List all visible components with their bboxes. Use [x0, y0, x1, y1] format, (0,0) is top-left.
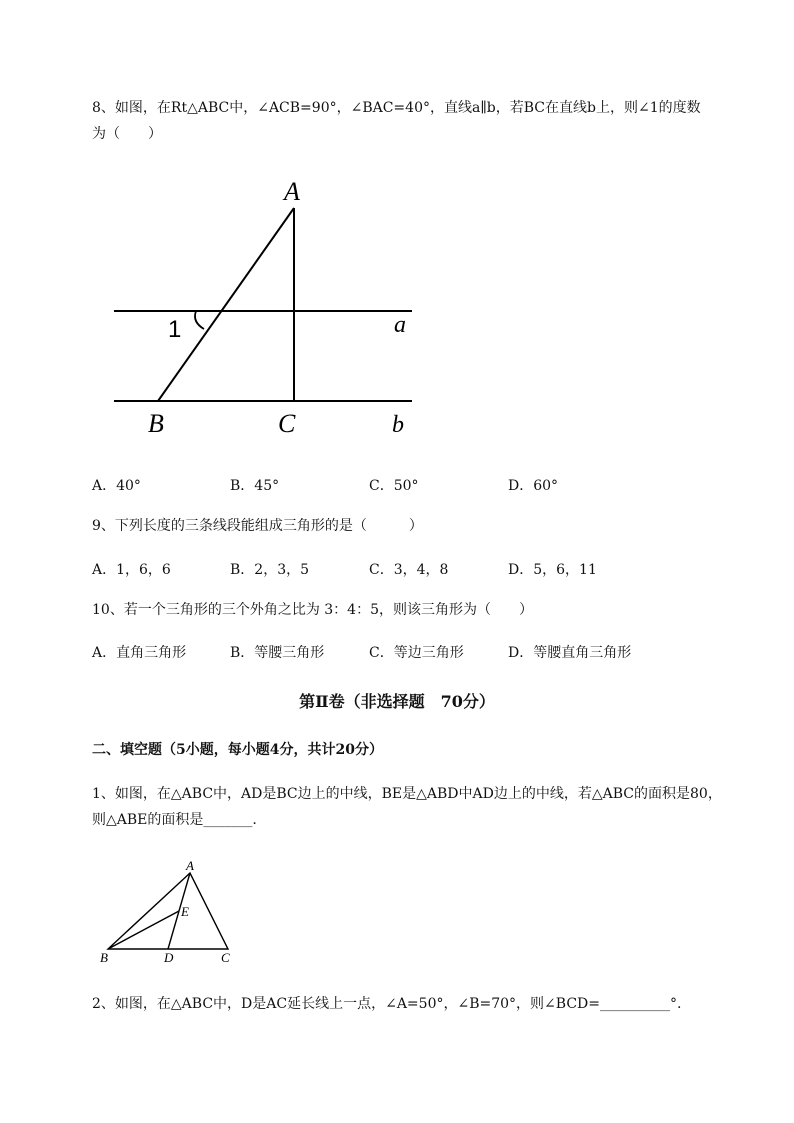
- fill2-text: 2、如图，在△ABC中，D是AC延长线上一点，∠A=50°，∠B=70°，则∠BCD=__________°.: [92, 996, 682, 1012]
- label-angle-1: 1: [168, 316, 182, 343]
- label-B: B: [148, 409, 164, 438]
- q8-option-c: C．50°: [369, 478, 419, 494]
- triangle-abc: [108, 873, 228, 949]
- q10-option-a: A．直角三角形: [92, 645, 187, 661]
- label-b: b: [392, 412, 404, 438]
- label-a: a: [394, 312, 406, 338]
- label-E: E: [181, 904, 189, 919]
- q9-text: 9、下列长度的三条线段能组成三角形的是（ ）: [92, 518, 423, 534]
- q10-option-c: C．等边三角形: [369, 645, 464, 661]
- q8-option-b: B．45°: [230, 478, 280, 494]
- segment-ab: [158, 208, 294, 401]
- label-A: A: [186, 858, 194, 873]
- q9-option-d: D．5，6，11: [508, 562, 597, 578]
- label-D: D: [164, 950, 174, 965]
- label-C: C: [221, 950, 230, 965]
- q8-text-line2: 为（ ）: [92, 126, 162, 142]
- angle-1-arc: [195, 311, 204, 329]
- section2-heading: 二、填空题（5小题，每小题4分，共计20分）: [92, 742, 383, 758]
- label-A: A: [284, 177, 300, 206]
- label-B: B: [100, 950, 108, 965]
- fill1-text-line1: 1、如图，在△ABC中，AD是BC边上的中线，BE是△ABD中AD边上的中线，若△ABC的面积是80，: [92, 786, 722, 802]
- part2-title: 第Ⅱ卷（非选择题 70分）: [299, 692, 495, 711]
- label-C: C: [278, 409, 296, 438]
- q8-option-a: A．40°: [92, 478, 141, 494]
- q8-text-line1: 8、如图，在Rt△ABC中，∠ACB=90°，∠BAC=40°，直线a∥b，若BC在直线b上，则∠1的度数: [92, 100, 701, 116]
- q9-option-b: B．2，3，5: [230, 562, 310, 578]
- q8-option-d: D．60°: [508, 478, 559, 494]
- q8-figure: [100, 170, 430, 445]
- fill1-text-line2: 则△ABE的面积是_______.: [92, 812, 257, 828]
- q9-option-a: A．1，6，6: [92, 562, 171, 578]
- q10-text: 10、若一个三角形的三个外角之比为 3：4：5，则该三角形为（ ）: [92, 602, 533, 618]
- fill1-figure: [96, 856, 246, 966]
- q9-option-c: C．3，4，8: [369, 562, 449, 578]
- q10-option-d: D．等腰直角三角形: [508, 645, 632, 661]
- q10-option-b: B．等腰三角形: [230, 645, 325, 661]
